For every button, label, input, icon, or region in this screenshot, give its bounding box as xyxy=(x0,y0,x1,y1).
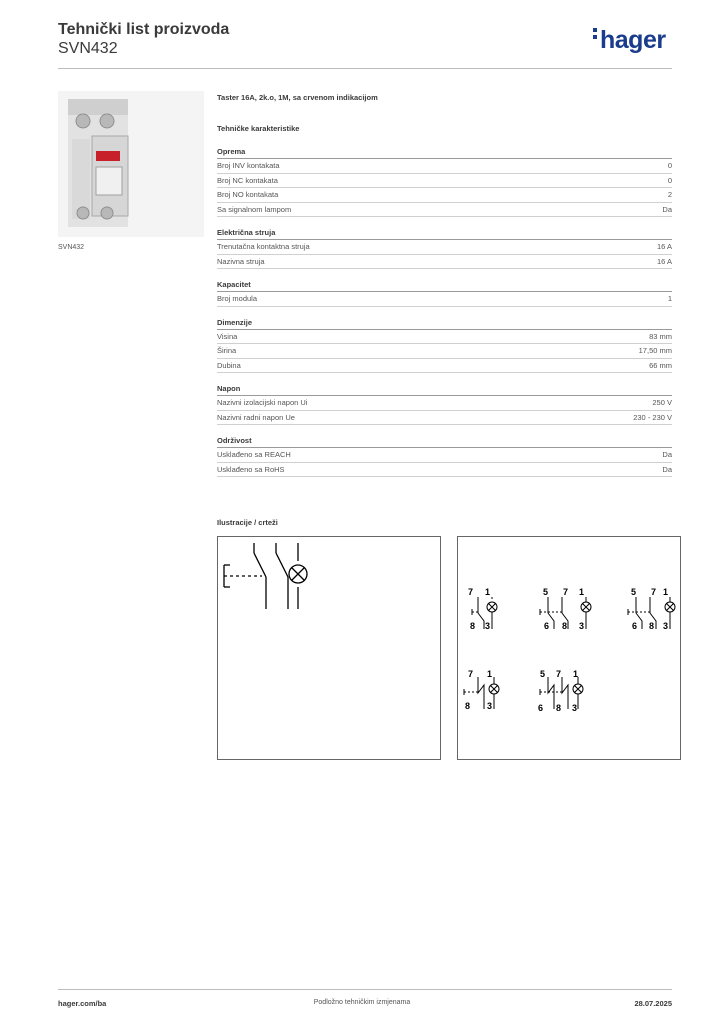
footer-divider xyxy=(58,989,672,990)
terminal-label: 8 xyxy=(649,621,655,631)
terminal-label: 1 xyxy=(579,587,585,597)
red-indicator-icon xyxy=(96,151,120,161)
spec-row xyxy=(217,411,672,426)
spec-section xyxy=(217,384,672,425)
terminal-label: 5 xyxy=(631,587,637,597)
spec-section xyxy=(217,318,672,374)
terminal-label: 7 xyxy=(563,587,569,597)
terminal-label: 6 xyxy=(538,703,544,713)
spec-value: 16 A xyxy=(656,242,672,251)
spec-label: Širina xyxy=(217,346,237,355)
spec-row xyxy=(217,159,672,174)
terminal-label: 3 xyxy=(572,703,578,713)
terminal-label: 3 xyxy=(487,701,493,711)
terminal-label: 7 xyxy=(556,669,562,679)
hager-logo[interactable]: hager xyxy=(593,26,666,55)
schematic-drawing xyxy=(217,536,441,760)
spec-label: Usklađeno sa REACH xyxy=(217,450,291,459)
spec-value: 16 A xyxy=(656,256,672,266)
tech-heading: Tehničke karakteristike xyxy=(217,124,300,133)
section-title: Održivost xyxy=(217,436,672,448)
spec-section xyxy=(217,280,672,307)
spec-row xyxy=(217,188,672,203)
terminal-label: 6 xyxy=(544,621,550,631)
spec-value: 2 xyxy=(667,190,672,199)
spec-value: 0 xyxy=(667,175,672,185)
spec-row xyxy=(217,203,672,218)
spec-value: 66 mm xyxy=(649,360,672,370)
spec-value: Da xyxy=(662,450,672,459)
spec-row xyxy=(217,396,672,411)
spec-label: Nazivna struja xyxy=(217,256,265,266)
terminal-label: 8 xyxy=(556,703,562,713)
terminal-label: 5 xyxy=(543,587,549,597)
spec-row xyxy=(217,240,672,255)
section-title: Kapacitet xyxy=(217,280,672,292)
header-divider xyxy=(58,68,672,69)
logo-dots-icon xyxy=(593,28,598,42)
spec-section xyxy=(217,228,672,269)
spec-label: Broj NC kontakata xyxy=(217,175,278,185)
spec-label: Sa signalnom lampom xyxy=(217,204,292,214)
spec-label: Broj INV kontakata xyxy=(217,161,280,170)
spec-label: Nazivni izolacijski napon Ui xyxy=(217,398,308,407)
footer-date: 28.07.2025 xyxy=(634,999,672,1008)
illustrations-title: Ilustracije / crteži xyxy=(217,518,278,527)
spec-value: 83 mm xyxy=(649,331,672,341)
product-image xyxy=(58,91,204,237)
spec-value: Da xyxy=(662,464,672,474)
spec-label: Broj NO kontakata xyxy=(217,190,279,199)
spec-section xyxy=(217,147,672,217)
image-caption: SVN432 xyxy=(58,244,85,251)
spec-row xyxy=(217,330,672,345)
terminal-label: 7 xyxy=(468,669,474,679)
terminal-label: 3 xyxy=(485,621,491,631)
section-title: Električna struja xyxy=(217,228,672,240)
terminal-label: 1 xyxy=(485,587,491,597)
terminal-label: 8 xyxy=(465,701,471,711)
terminal-label: 1 xyxy=(663,587,669,597)
spec-label: Nazivni radni napon Ue xyxy=(217,412,295,422)
spec-value: 17,50 mm xyxy=(638,346,672,355)
spec-section xyxy=(217,436,672,477)
wiring-diagrams xyxy=(457,536,681,760)
spec-value: 1 xyxy=(667,294,672,303)
spec-row xyxy=(217,448,672,463)
spec-row xyxy=(217,359,672,374)
spec-label: Visina xyxy=(217,331,238,341)
spec-row xyxy=(217,255,672,270)
spec-label: Dubina xyxy=(217,360,241,370)
terminal-label: 7 xyxy=(651,587,657,597)
section-title: Napon xyxy=(217,384,672,396)
spec-label: Usklađeno sa RoHS xyxy=(217,464,285,474)
footer-notice: Podložno tehničkim izmjenama xyxy=(313,999,411,1006)
terminal-label: 7 xyxy=(468,587,474,597)
terminal-label: 6 xyxy=(632,621,638,631)
terminal-label: 1 xyxy=(573,669,579,679)
spec-row xyxy=(217,292,672,307)
terminal-label: 8 xyxy=(470,621,476,631)
terminal-label: 5 xyxy=(540,669,546,679)
spec-value: Da xyxy=(662,204,672,214)
spec-label: Trenutačna kontaktna struja xyxy=(217,242,310,251)
terminal-label: 1 xyxy=(487,669,493,679)
spec-label: Broj modula xyxy=(217,294,258,303)
product-code: SVN432 xyxy=(58,40,118,57)
spec-row xyxy=(217,344,672,359)
spec-row xyxy=(217,463,672,478)
terminal-label: 8 xyxy=(562,621,568,631)
document-title: Tehnički list proizvoda xyxy=(58,21,230,38)
spec-row xyxy=(217,174,672,189)
terminal-label: 3 xyxy=(579,621,585,631)
spec-value: 0 xyxy=(667,161,672,170)
spec-value: 250 V xyxy=(652,398,672,407)
product-name: Taster 16A, 2k.o, 1M, sa crvenom indikacijom xyxy=(217,93,378,102)
spec-content xyxy=(217,93,672,488)
spec-sections xyxy=(217,147,672,477)
footer-website-link[interactable]: hager.com/ba xyxy=(58,999,107,1008)
spec-value: 230 - 230 V xyxy=(633,412,672,422)
section-title: Oprema xyxy=(217,147,672,159)
section-title: Dimenzije xyxy=(217,318,672,330)
terminal-label: 3 xyxy=(663,621,669,631)
